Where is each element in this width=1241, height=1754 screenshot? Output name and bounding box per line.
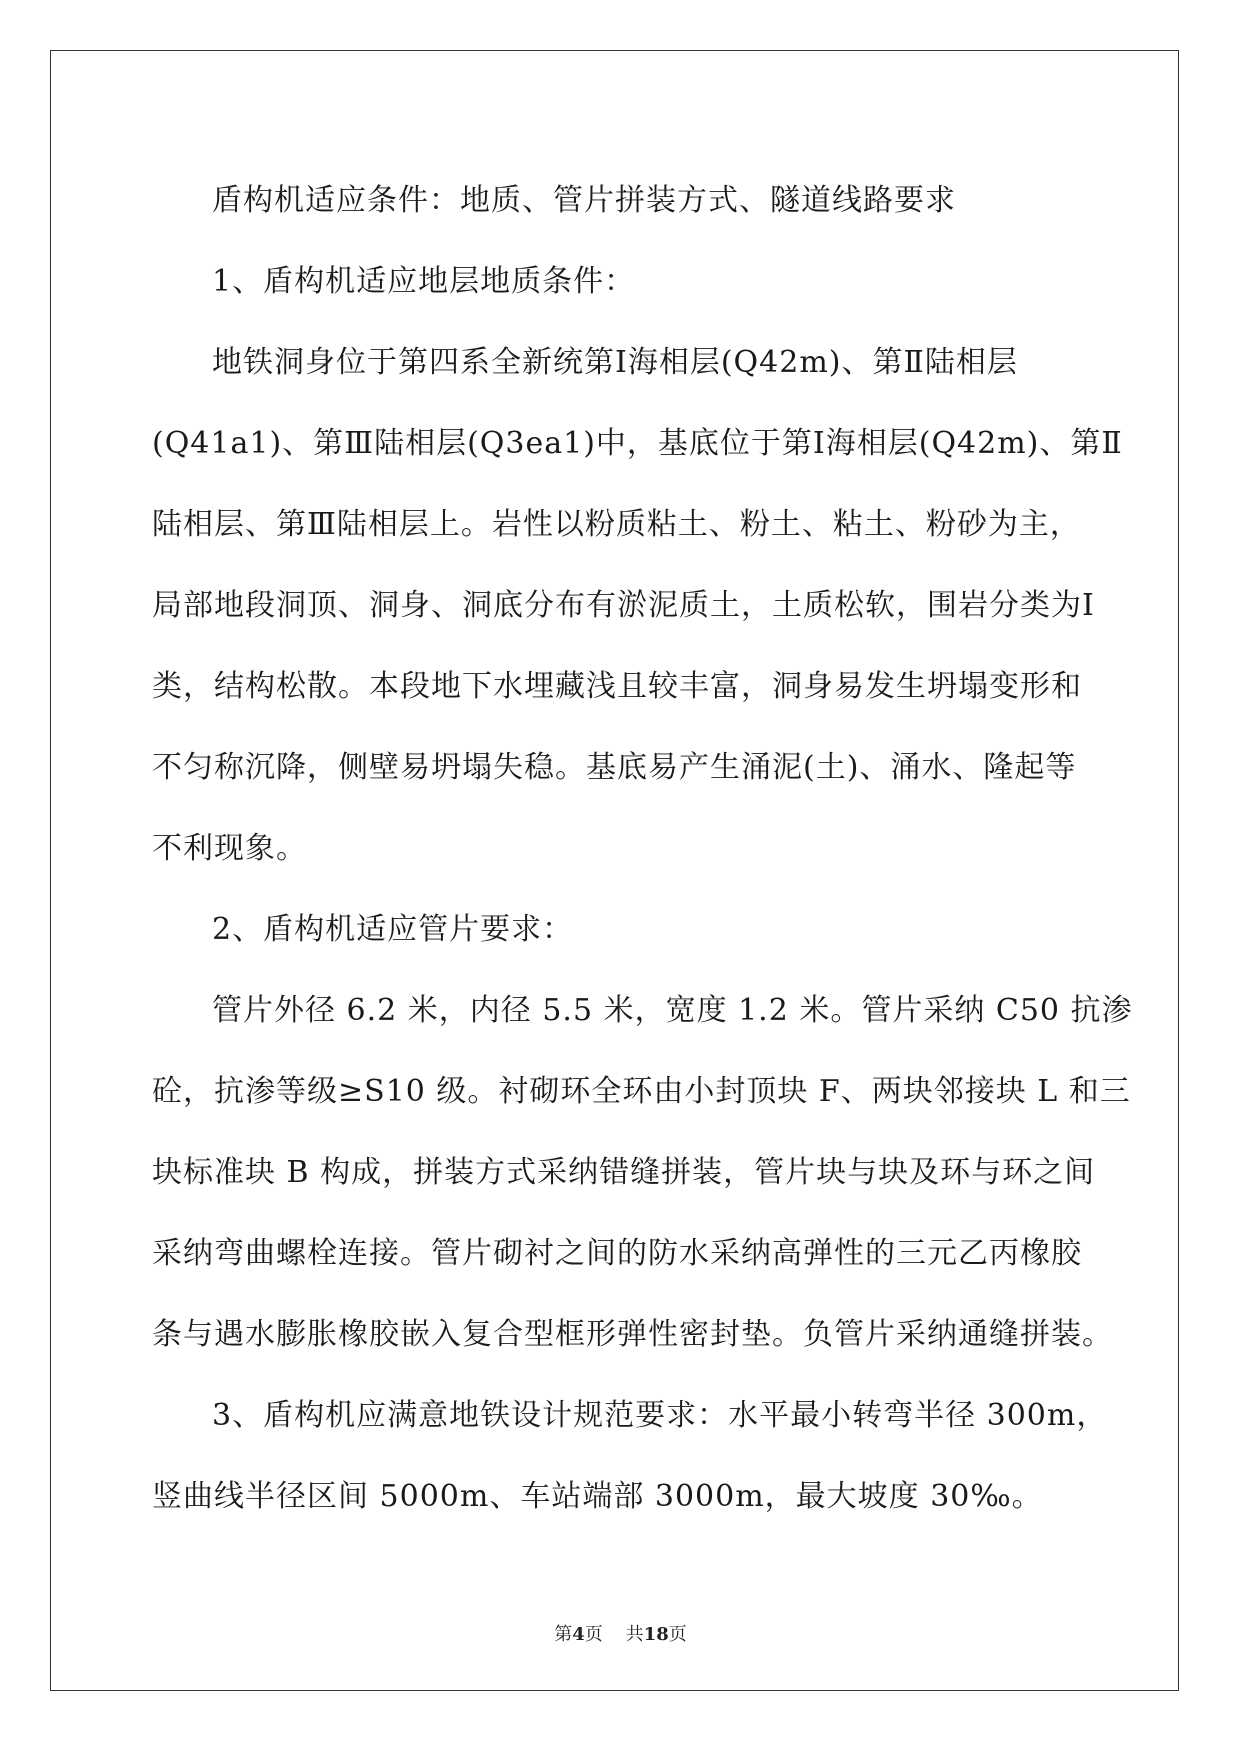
section-1-line: 不利现象。 [152, 831, 307, 866]
footer-mid: 页 共 [584, 1624, 644, 1645]
section-1-line: 类，结构松散。本段地下水埋藏浅且较丰富，洞身易发生坍塌变形和 [152, 669, 1082, 704]
section-1-title: 1、盾构机适应地层地质条件： [212, 264, 636, 299]
document-heading: 盾构机适应条件：地质、管片拼装方式、隧道线路要求 [212, 183, 956, 218]
section-2-line: 砼，抗渗等级≥S10 级。衬砌环全环由小封顶块 F、两块邻接块 L 和三 [152, 1074, 1131, 1109]
section-2-title: 2、盾构机适应管片要求： [212, 912, 574, 947]
section-3-line: 3、盾构机应满意地铁设计规范要求：水平最小转弯半径 300m， [212, 1398, 1108, 1433]
footer-total-pages: 18 [643, 1624, 669, 1645]
section-3-line: 竖曲线半径区间 5000m、车站端部 3000m，最大坡度 30‰。 [152, 1479, 1043, 1514]
section-1-line: 地铁洞身位于第四系全新统第Ⅰ海相层(Q42m)、第Ⅱ陆相层 [212, 345, 1018, 380]
footer-page-number: 4 [572, 1624, 585, 1645]
section-1-line: 不匀称沉降，侧壁易坍塌失稳。基底易产生涌泥(土)、涌水、隆起等 [152, 750, 1077, 785]
section-2-line: 块标准块 B 构成，拼装方式采纳错缝拼装，管片块与块及环与环之间 [152, 1155, 1096, 1190]
section-2-line: 管片外径 6.2 米，内径 5.5 米，宽度 1.2 米。管片采纳 C50 抗渗 [212, 993, 1133, 1028]
footer-prefix: 第 [554, 1624, 573, 1645]
document-body [152, 160, 1133, 1537]
page-footer [0, 1620, 1241, 1646]
section-1-line: 陆相层、第Ⅲ陆相层上。岩性以粉质粘土、粉土、粘土、粉砂为主， [152, 507, 1081, 542]
section-1-line: 局部地段洞顶、洞身、洞底分布有淤泥质土，土质松软，围岩分类为Ⅰ [152, 588, 1095, 623]
section-1-line: (Q41a1)、第Ⅲ陆相层(Q3ea1)中，基底位于第Ⅰ海相层(Q42m)、第Ⅱ [152, 426, 1123, 461]
footer-suffix: 页 [668, 1624, 687, 1645]
section-2-line: 条与遇水膨胀橡胶嵌入复合型框形弹性密封垫。负管片采纳通缝拼装。 [152, 1317, 1113, 1352]
section-2-line: 采纳弯曲螺栓连接。管片砌衬之间的防水采纳高弹性的三元乙丙橡胶 [152, 1236, 1082, 1271]
